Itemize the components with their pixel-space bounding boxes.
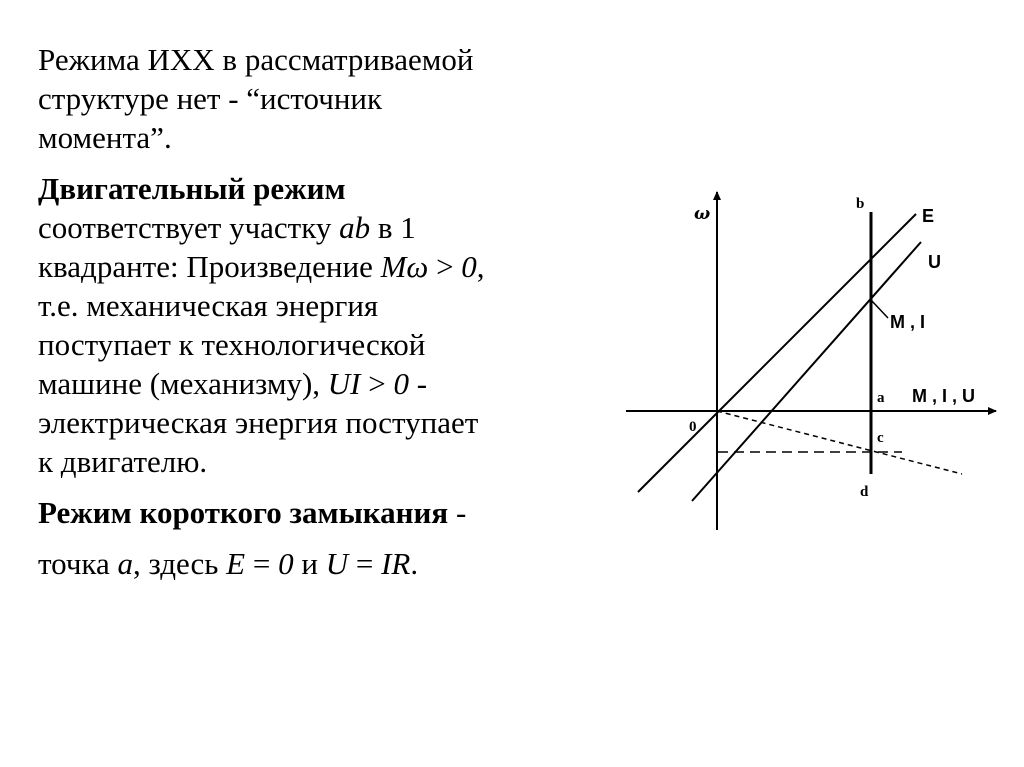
text-fragment: - <box>409 366 428 401</box>
point-a: a <box>117 546 134 581</box>
text-fragment: соответствует участку <box>38 210 340 245</box>
text-fragment: > <box>360 366 394 401</box>
label-b: b <box>856 196 865 212</box>
text-fragment: , <box>476 249 485 284</box>
text-line <box>38 364 618 403</box>
formula-zero: 0 <box>393 366 409 401</box>
text-fragment: точка <box>38 546 118 581</box>
m-i-pointer <box>871 300 888 318</box>
dashed-line-oc <box>717 411 962 474</box>
text-line: Режима ИХХ в рассматриваемой <box>38 42 474 77</box>
label-u: U <box>928 252 941 272</box>
formula-m-omega: Mω <box>380 249 429 284</box>
line-u <box>692 242 921 501</box>
paragraph-motor-mode <box>38 169 618 481</box>
text-line: поступает к технологической <box>38 327 426 362</box>
text-fragment: машине (механизму), <box>38 366 328 401</box>
text-line: т.е. механическая энергия <box>38 288 379 323</box>
text-line <box>38 208 618 247</box>
label-d: d <box>860 484 869 500</box>
formula-zero: 0 <box>461 249 477 284</box>
text-fragment: = <box>348 546 382 581</box>
characteristic-diagram <box>620 180 1000 540</box>
formula-zero: 0 <box>278 546 294 581</box>
slide-text <box>38 40 618 595</box>
formula-u: U <box>325 546 349 581</box>
formula-ir: IR <box>381 546 411 581</box>
text-line: момента”. <box>38 120 172 155</box>
text-fragment: и <box>293 546 326 581</box>
text-line <box>38 493 618 532</box>
text-fragment: > <box>428 249 462 284</box>
paragraph-no-idle-mode <box>38 40 618 157</box>
text-line: к двигателю. <box>38 444 208 479</box>
text-fragment: , здесь <box>133 546 227 581</box>
line-e <box>638 214 916 492</box>
label-e: E <box>922 206 935 226</box>
text-line <box>38 247 618 286</box>
label-m-i: M , I <box>890 312 925 332</box>
text-fragment: квадранте: Произведение <box>38 249 381 284</box>
short-circuit-heading: Режим короткого замыкания <box>38 495 449 530</box>
text-line: электрическая энергия поступает <box>38 405 479 440</box>
segment-ab: ab <box>339 210 371 245</box>
label-omega: ω <box>694 204 711 224</box>
formula-e: E <box>226 546 246 581</box>
text-line: структуре нет - “источник <box>38 81 383 116</box>
text-fragment: - <box>448 495 467 530</box>
label-axis: M , I , U <box>912 386 975 406</box>
paragraph-short-circuit <box>38 493 618 583</box>
label-origin: 0 <box>689 419 697 435</box>
label-c: c <box>877 430 884 446</box>
label-a: a <box>877 390 885 406</box>
formula-ui: UI <box>327 366 361 401</box>
text-fragment: в 1 <box>370 210 416 245</box>
motor-mode-heading: Двигательный режим <box>38 171 346 206</box>
text-fragment: . <box>410 546 419 581</box>
text-fragment: = <box>245 546 279 581</box>
text-line <box>38 544 618 583</box>
